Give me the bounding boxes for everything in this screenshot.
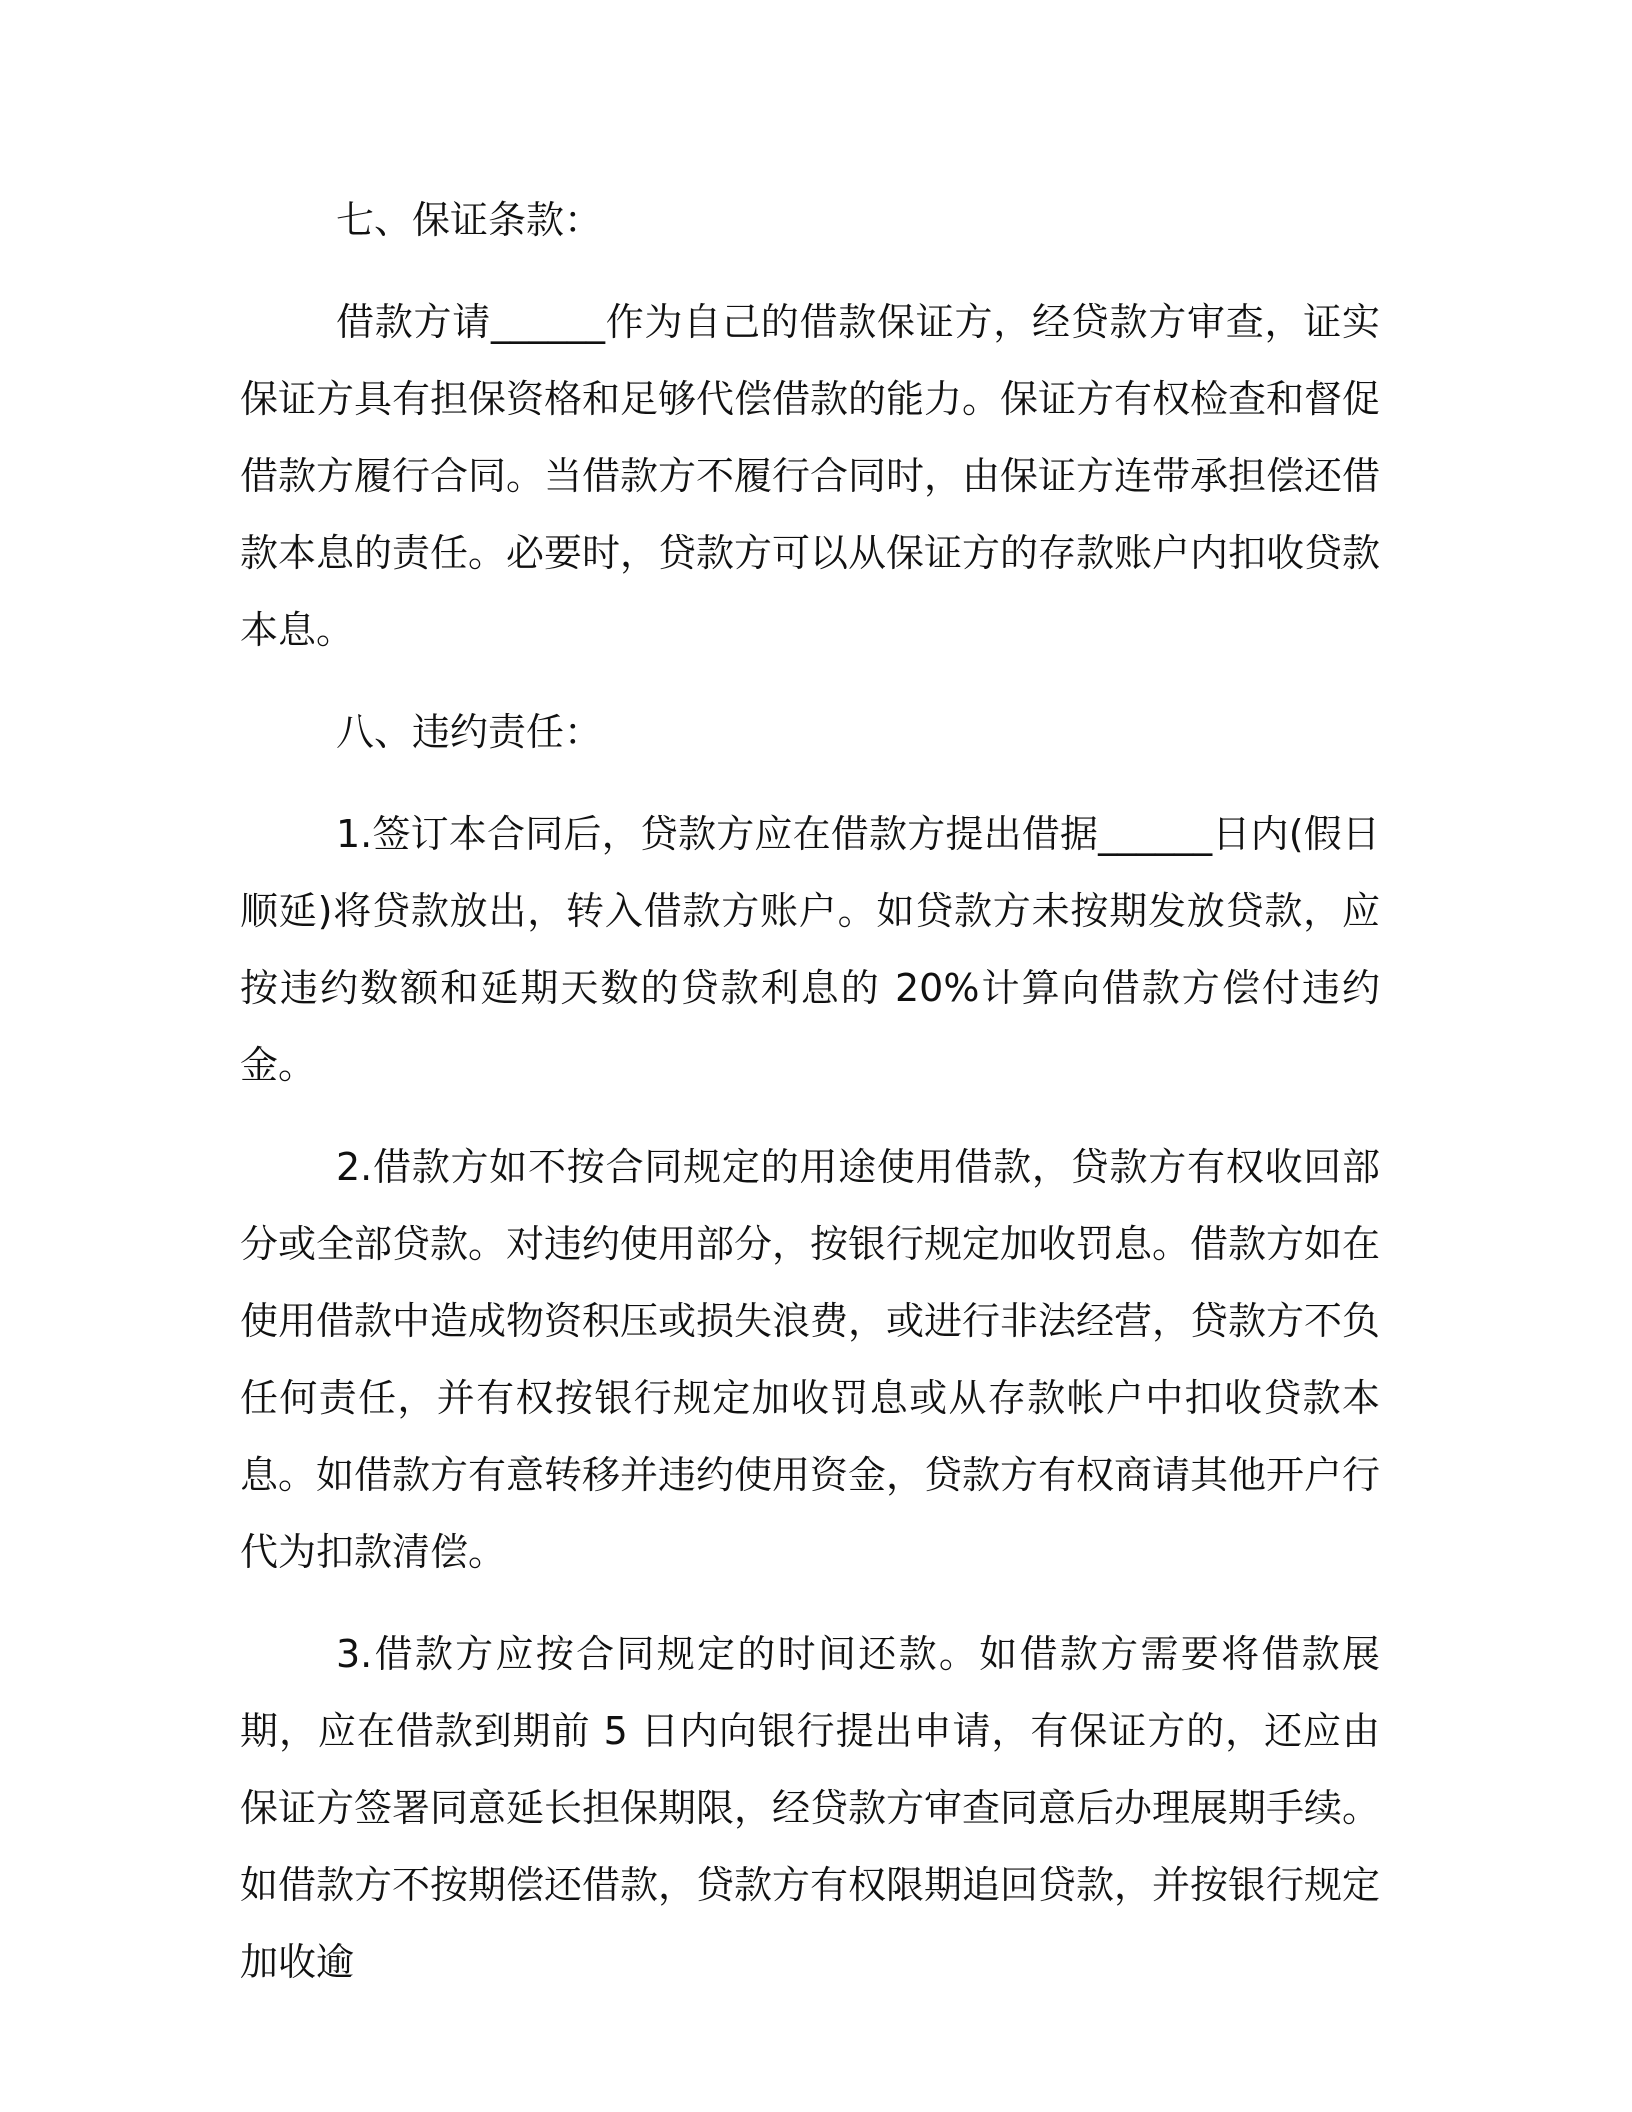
paragraph-liability-1: 1.签订本合同后，贷款方应在借款方提出借据______日内(假日顺延)将贷款放出，转入借款方账户。如贷款方未按期发放贷款，应按违约数额和延期天数的贷款利息的 20%计算向借款方偿付违约金。	[240, 812, 1380, 1087]
document-body	[240, 182, 1380, 2026]
paragraph-liability-3: 3.借款方应按合同规定的时间还款。如借款方需要将借款展期，应在借款到期前 5 日内向银行提出申请，有保证方的，还应由保证方签署同意延长担保期限，经贷款方审查同意后办理展期手续。如借款方不按期偿还借款，贷款方有权限期追回贷款，并按银行规定加收逾	[240, 1632, 1381, 1984]
section-heading-liability: 八、违约责任：	[336, 710, 603, 754]
section-heading-guarantee: 七、保证条款：	[336, 198, 603, 242]
paragraph-liability-2: 2.借款方如不按合同规定的用途使用借款，贷款方有权收回部分或全部贷款。对违约使用部分，按银行规定加收罚息。借款方如在使用借款中造成物资积压或损失浪费，或进行非法经营，贷款方不负任何责任，并有权按银行规定加收罚息或从存款帐户中扣收贷款本息。如借款方有意转移并违约使用资金，贷款方有权商请其他开户行代为扣款清偿。	[240, 1145, 1381, 1574]
paragraph-guarantee: 借款方请______作为自己的借款保证方，经贷款方审查，证实保证方具有担保资格和足够代偿借款的能力。保证方有权检查和督促借款方履行合同。当借款方不履行合同时，由保证方连带承担偿还借款本息的责任。必要时，贷款方可以从保证方的存款账户内扣收贷款本息。	[240, 300, 1381, 652]
